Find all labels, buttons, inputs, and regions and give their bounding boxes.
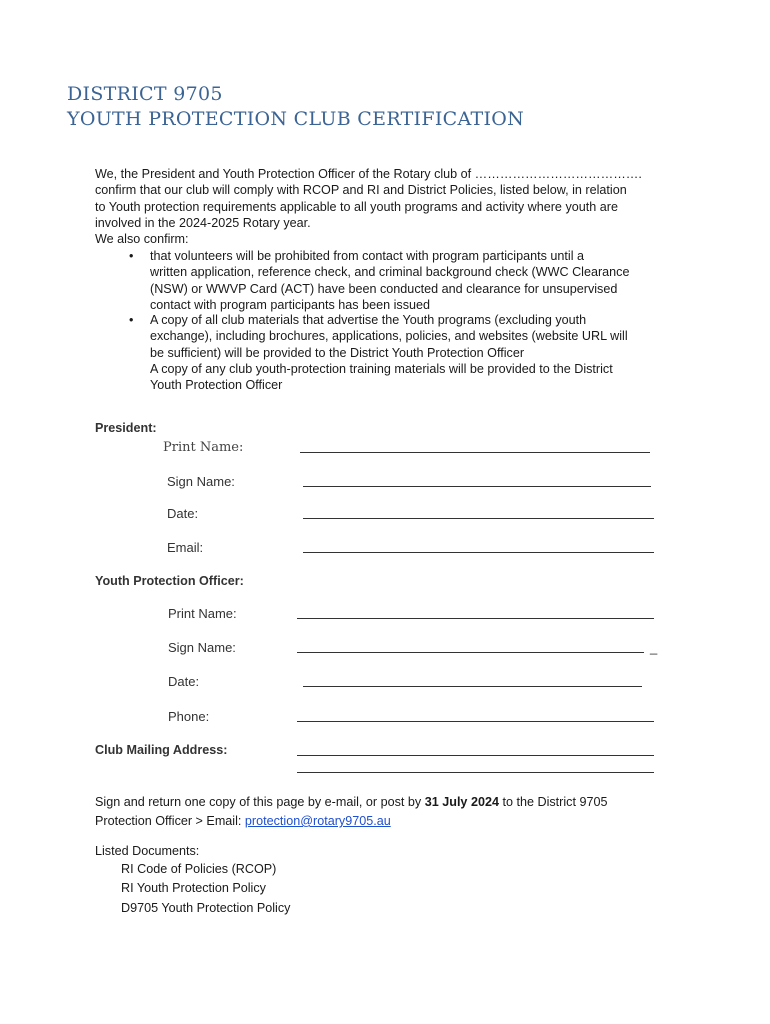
president-email-field[interactable] xyxy=(303,552,654,553)
president-email-label: Email: xyxy=(167,540,204,555)
document-item: RI Youth Protection Policy xyxy=(121,881,266,895)
intro-paragraph xyxy=(95,166,705,247)
instructions-text: Protection Officer > Email: xyxy=(95,814,245,828)
bullet-marker: • xyxy=(129,249,134,263)
president-print-name-label: Print Name: xyxy=(163,440,244,455)
bullet-item-materials xyxy=(150,312,628,393)
mailing-address-label: Club Mailing Address: xyxy=(95,743,228,757)
officer-print-name-field[interactable] xyxy=(297,618,654,619)
listed-documents-heading: Listed Documents: xyxy=(95,844,200,858)
intro-line: We, the President and Youth Protection Officer of the Rotary club of …………………………………. xyxy=(95,167,642,181)
bullet-line: exchange), including brochures, applications, policies, and websites (website URL will xyxy=(150,329,628,344)
president-sign-name-label: Sign Name: xyxy=(167,474,235,489)
bullet-line: (NSW) or WWVP Card (ACT) have been conducted and clearance for unsupervised xyxy=(150,281,618,296)
president-date-label: Date: xyxy=(167,506,199,521)
deadline-date: 31 July 2024 xyxy=(424,795,499,809)
mailing-address-line-1[interactable] xyxy=(297,755,654,756)
intro-line: to Youth protection requirements applicable to all youth programs and activity where youth are xyxy=(95,199,618,214)
president-sign-name-field[interactable] xyxy=(303,486,651,487)
intro-line: confirm that our club will comply with RCOP and RI and District Policies, listed below, in relation xyxy=(95,183,627,198)
document-title-district: DISTRICT 9705 xyxy=(67,83,223,105)
officer-sign-name-label: Sign Name: xyxy=(168,640,236,655)
officer-phone-label: Phone: xyxy=(168,709,210,724)
document-title-certification: YOUTH PROTECTION CLUB CERTIFICATION xyxy=(67,108,525,130)
bullet-line: A copy of all club materials that advertise the Youth programs (excluding youth xyxy=(150,313,587,327)
bullet-line: contact with program participants has been issued xyxy=(150,297,431,312)
document-item: RI Code of Policies (RCOP) xyxy=(121,862,277,876)
officer-sign-suffix: _ xyxy=(650,640,658,655)
bullet-line: Youth Protection Officer xyxy=(150,378,283,393)
instructions-text: Sign and return one copy of this page by e-mail, or post by xyxy=(95,795,425,809)
intro-line: We also confirm: xyxy=(95,232,189,247)
return-instructions xyxy=(95,793,607,831)
bullet-line: A copy of any club youth-protection training materials will be provided to the District xyxy=(150,361,613,376)
president-heading: President: xyxy=(95,421,157,435)
president-print-name-field[interactable] xyxy=(300,452,650,453)
officer-date-field[interactable] xyxy=(303,686,642,687)
officer-date-label: Date: xyxy=(168,674,200,689)
bullet-line: that volunteers will be prohibited from contact with program participants until a xyxy=(150,249,584,263)
bullet-item-volunteers xyxy=(150,248,629,313)
protection-email-link[interactable]: protection@rotary9705.au xyxy=(244,814,391,828)
officer-sign-name-field[interactable] xyxy=(297,652,644,653)
bullet-marker: • xyxy=(129,313,134,327)
officer-print-name-label: Print Name: xyxy=(168,606,237,621)
president-date-field[interactable] xyxy=(303,518,654,519)
bullet-line: written application, reference check, and criminal background check (WWC Clearance xyxy=(150,265,630,280)
intro-line: involved in the 2024-2025 Rotary year. xyxy=(95,215,311,230)
officer-heading: Youth Protection Officer: xyxy=(95,574,244,588)
mailing-address-line-2[interactable] xyxy=(297,772,654,773)
document-item: D9705 Youth Protection Policy xyxy=(121,901,291,915)
officer-phone-field[interactable] xyxy=(297,721,654,722)
instructions-text: to the District 9705 xyxy=(498,795,608,809)
bullet-line: be sufficient) will be provided to the District Youth Protection Officer xyxy=(150,345,525,360)
